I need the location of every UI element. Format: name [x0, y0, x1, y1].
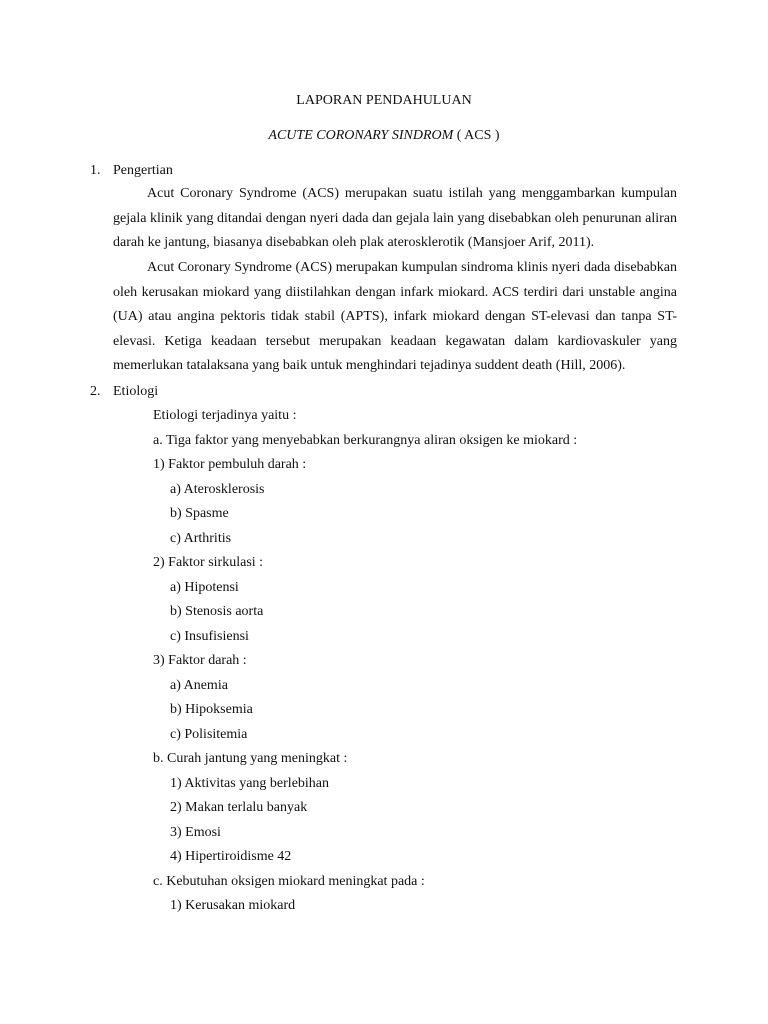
list-item: 4) Hipertiroidisme 42	[170, 849, 292, 864]
document-title: LAPORAN PENDAHULUAN	[296, 93, 472, 108]
paragraph-pengertian-1: Acut Coronary Syndrome (ACS) merupakan suatu istilah yang menggambarkan kumpulan gejala klinik yang ditandai dengan nyeri dada dan gejala lain yang disebabkan oleh penurunan aliran darah ke jantung, biasanya disebabkan oleh plak aterosklerotik (Mansjoer Arif, 2011).	[113, 186, 677, 251]
section-number: 1.	[90, 163, 101, 178]
list-item: b) Hipoksemia	[170, 702, 253, 717]
etiologi-intro: Etiologi terjadinya yaitu :	[153, 408, 297, 423]
section-heading-label: Pengertian	[113, 163, 173, 178]
list-item: 1) Faktor pembuluh darah :	[153, 457, 307, 472]
list-item: 1) Kerusakan miokard	[170, 898, 296, 913]
section-heading-etiologi	[90, 383, 158, 401]
list-item: 1) Aktivitas yang berlebihan	[170, 776, 330, 791]
list-item: 3) Emosi	[170, 825, 221, 840]
subtitle-italic: ACUTE CORONARY SINDROM	[268, 128, 454, 143]
list-item: b) Stenosis aorta	[170, 604, 264, 619]
list-item: c) Insufisiensi	[170, 629, 249, 644]
list-item: 2) Makan terlalu banyak	[170, 800, 308, 815]
list-item: c. Kebutuhan oksigen miokard meningkat pada :	[153, 874, 425, 889]
list-item: 2) Faktor sirkulasi :	[153, 555, 264, 570]
section-heading-pengertian	[90, 162, 173, 180]
subtitle-rest: ( ACS )	[453, 128, 500, 143]
section-number: 2.	[90, 384, 101, 399]
list-item: c) Arthritis	[170, 531, 232, 546]
document-subtitle	[0, 127, 768, 145]
list-item: c) Polisitemia	[170, 727, 248, 742]
list-item: a) Hipotensi	[170, 580, 239, 595]
list-item: a) Aterosklerosis	[170, 482, 265, 497]
list-item: b) Spasme	[170, 506, 229, 521]
list-item: 3) Faktor darah :	[153, 653, 247, 668]
list-item: a) Anemia	[170, 678, 228, 693]
list-item: a. Tiga faktor yang menyebabkan berkurangnya aliran oksigen ke miokard :	[153, 433, 578, 448]
list-item: b. Curah jantung yang meningkat :	[153, 751, 348, 766]
paragraph-pengertian-2: Acut Coronary Syndrome (ACS) merupakan kumpulan sindroma klinis nyeri dada disebabkan oleh kerusakan miokard yang diistilahkan dengan infark miokard. ACS terdiri dari unstable angina (UA) atau angina pektoris tidak stabil (APTS), infark miokard dengan ST-elevasi dan tanpa ST-elevasi. Ketiga keadaan tersebut merupakan keadaan kegawatan dalam kardiovaskuler yang memerlukan tatalaksana yang baik untuk menghindari tejadinya suddent death (Hill, 2006).	[113, 260, 677, 374]
section-heading-label: Etiologi	[113, 384, 159, 399]
